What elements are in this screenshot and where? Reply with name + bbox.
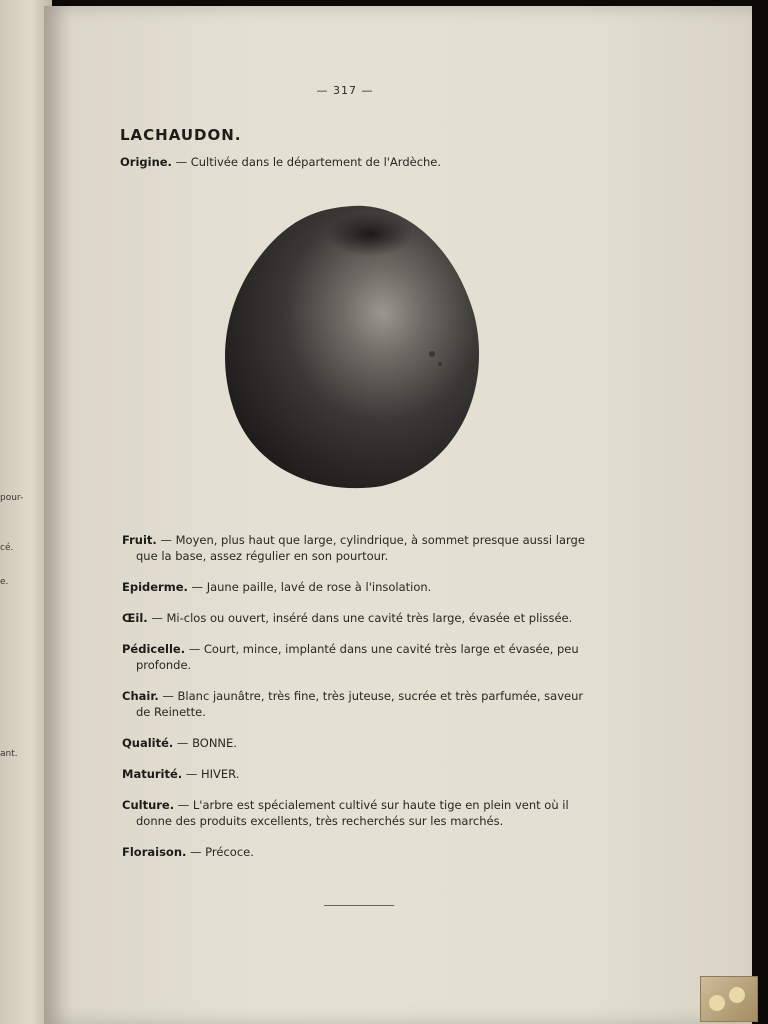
- entry-qualite: [122, 735, 592, 751]
- entry-label: Pédicelle.: [122, 642, 186, 656]
- description-list: [122, 532, 592, 875]
- left-page-fragment: pour-: [0, 493, 24, 503]
- entry-text: — Court, mince, implanté dans une cavité très large et évasée, peu profonde.: [136, 642, 579, 672]
- entry-label: Epiderme.: [122, 580, 188, 594]
- entry-pedicelle: [122, 641, 592, 673]
- entry-floraison: [122, 844, 592, 860]
- entry-label: Qualité.: [122, 736, 174, 750]
- entry-text: — BONNE.: [173, 736, 237, 750]
- entry-oeil: [122, 610, 592, 626]
- end-rule: [324, 905, 394, 906]
- entry-text: — L'arbre est spécialement cultivé sur haute tige en plein vent où il donne des produits excellents, très recherchés sur les marchés.: [136, 798, 569, 828]
- entry-text: — HIVER.: [182, 767, 240, 781]
- entry-maturite: [122, 766, 592, 782]
- apple-photograph: [222, 204, 484, 490]
- thumbnail-fruit-icon: [729, 987, 745, 1003]
- origin-line: [120, 155, 441, 169]
- entry-text: — Mi-clos ou ouvert, inséré dans une cavité très large, évasée et plissée.: [147, 611, 573, 625]
- entry-fruit: [122, 532, 592, 564]
- entry-text: — Précoce.: [186, 845, 254, 859]
- corner-thumbnail: [700, 976, 758, 1022]
- page-number: — 317 —: [316, 84, 374, 97]
- origin-text: — Cultivée dans le département de l'Ardèche.: [171, 155, 442, 169]
- entry-label: Culture.: [122, 798, 175, 812]
- entry-epiderme: [122, 579, 592, 595]
- entry-label: Maturité.: [122, 767, 183, 781]
- entry-text: — Moyen, plus haut que large, cylindrique, à sommet presque aussi large que la base, assez régulier en son pourtour.: [136, 533, 585, 563]
- entry-text: — Blanc jaunâtre, très fine, très juteuse, sucrée et très parfumée, saveur de Reinette.: [136, 689, 584, 719]
- thumbnail-fruit-icon: [709, 995, 725, 1011]
- entry-chair: [122, 688, 592, 720]
- variety-title: LACHAUDON.: [120, 126, 242, 144]
- origin-label: Origine.: [120, 155, 172, 169]
- left-page-fragment: e.: [0, 577, 9, 587]
- left-page-fragment: cé.: [0, 543, 14, 553]
- left-page-fragment: ant.: [0, 749, 18, 759]
- entry-label: Chair.: [122, 689, 159, 703]
- entry-text: — Jaune paille, lavé de rose à l'insolation.: [187, 580, 432, 594]
- entry-label: Fruit.: [122, 533, 157, 547]
- entry-culture: [122, 797, 592, 829]
- entry-label: Floraison.: [122, 845, 187, 859]
- entry-label: Œil.: [122, 611, 148, 625]
